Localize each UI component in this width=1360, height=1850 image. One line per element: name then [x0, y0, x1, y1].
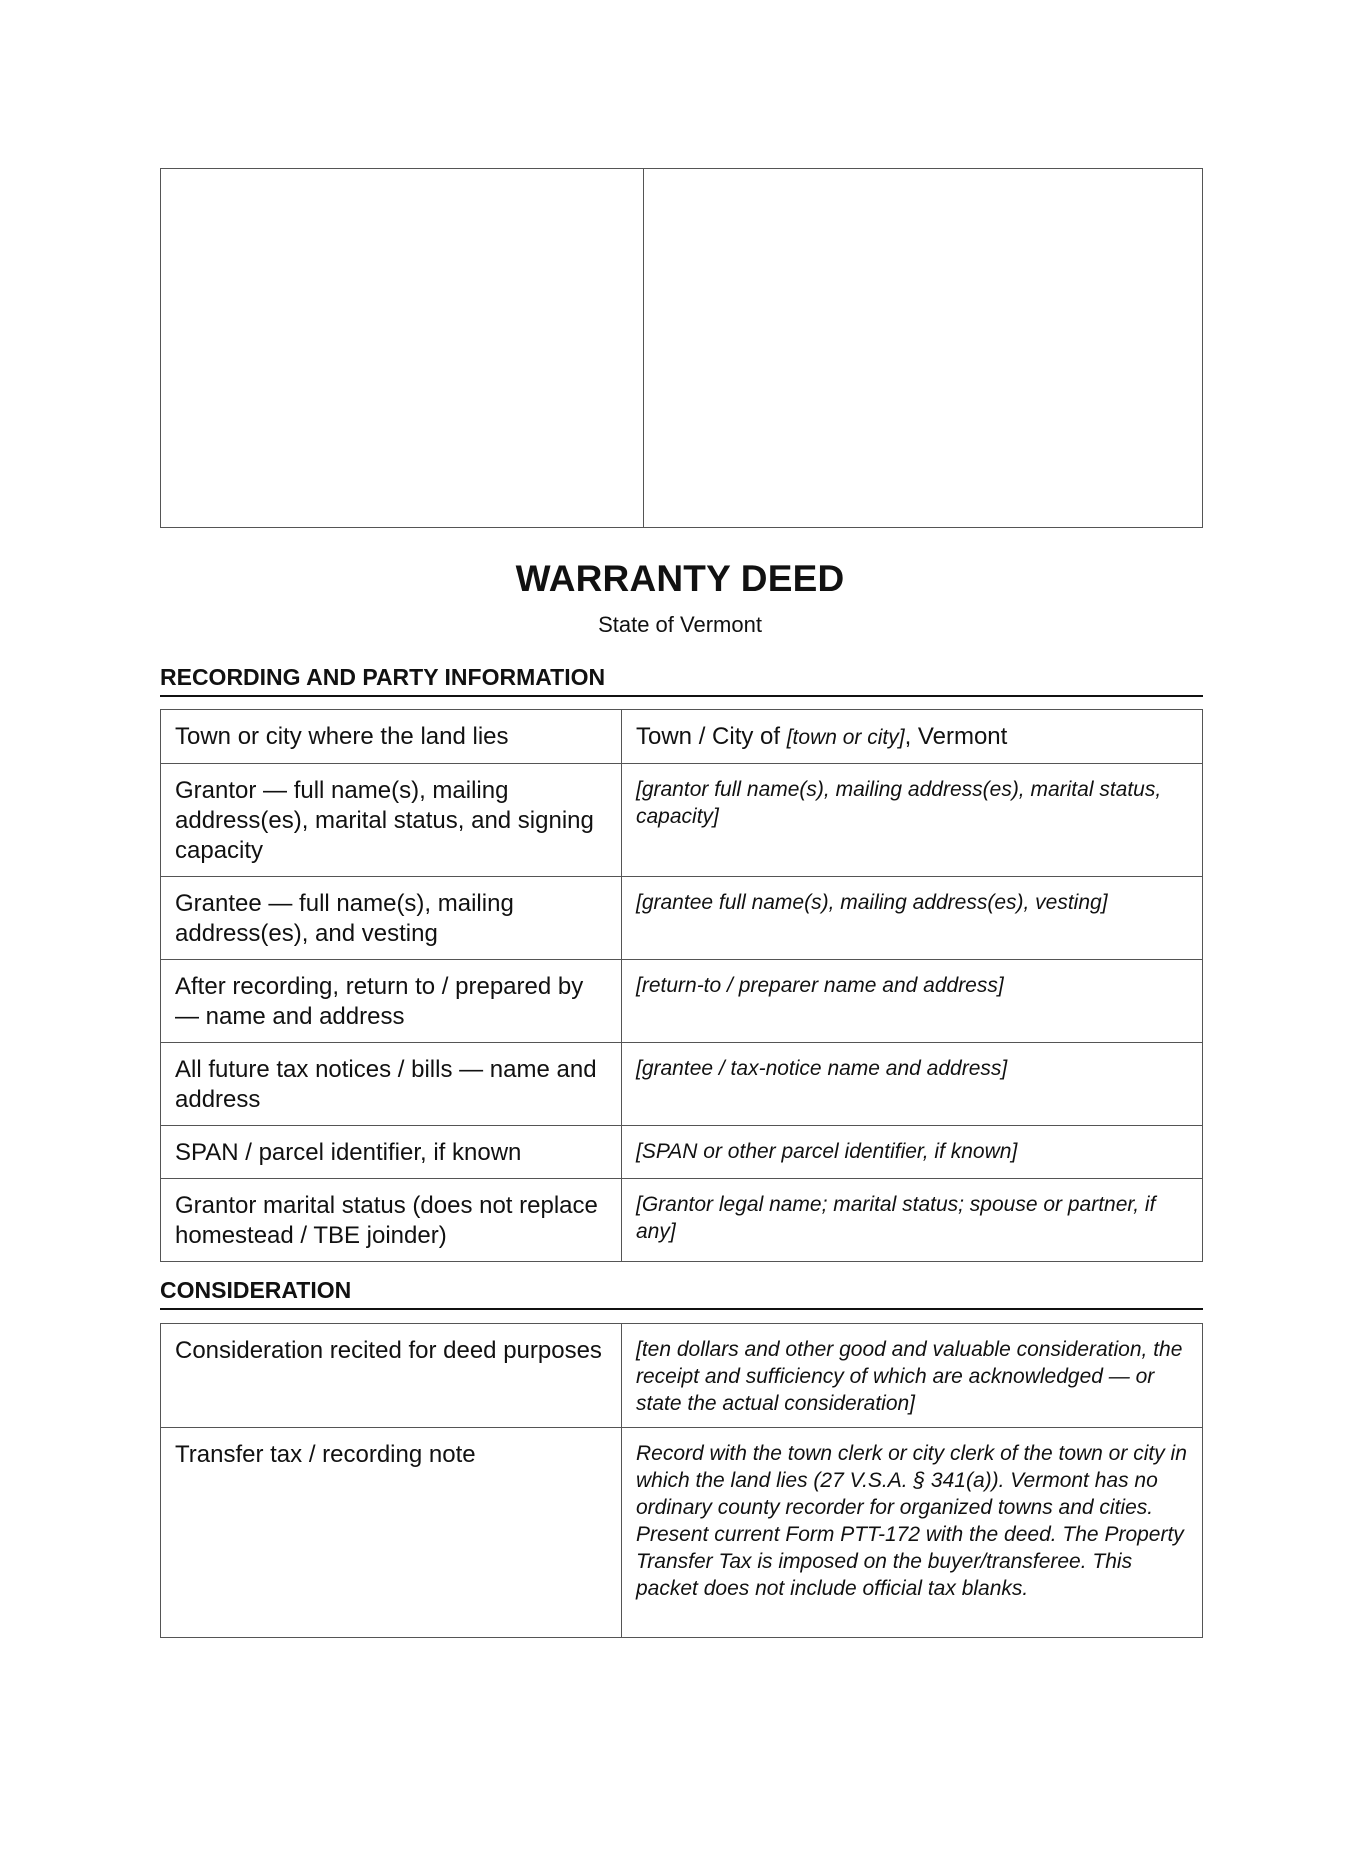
recording-stamp-area: [160, 168, 1203, 528]
table-row: [161, 1428, 1203, 1638]
row-label: Grantor — full name(s), mailing address(es), marital status, and signing capacity: [161, 764, 622, 877]
row-label: Grantor marital status (does not replace homestead / TBE joinder): [161, 1179, 622, 1262]
consideration-table: [160, 1323, 1203, 1638]
row-value: [SPAN or other parcel identifier, if known]: [622, 1126, 1203, 1179]
row-label: After recording, return to / prepared by — name and address: [161, 960, 622, 1043]
row-label: Transfer tax / recording note: [161, 1428, 622, 1638]
town-placeholder: [town or city]: [786, 726, 905, 749]
recording-stamp-right-cell: [644, 169, 1202, 527]
table-row: [161, 1126, 1203, 1179]
row-value: [return-to / preparer name and address]: [622, 960, 1203, 1043]
row-label: All future tax notices / bills — name and address: [161, 1043, 622, 1126]
row-value: [ten dollars and other good and valuable consideration, the receipt and sufficiency of which are acknowledged — or state the actual consideration]: [622, 1324, 1203, 1428]
row-value: [622, 710, 1203, 764]
table-row: [161, 877, 1203, 960]
table-row: [161, 960, 1203, 1043]
section-heading-recording: RECORDING AND PARTY INFORMATION: [160, 664, 1203, 697]
table-row: [161, 1324, 1203, 1428]
recording-party-table: [160, 709, 1203, 1262]
row-label: SPAN / parcel identifier, if known: [161, 1126, 622, 1179]
document-subtitle: State of Vermont: [598, 612, 762, 637]
row-label: Grantee — full name(s), mailing address(es), and vesting: [161, 877, 622, 960]
row-value: [Grantor legal name; marital status; spouse or partner, if any]: [622, 1179, 1203, 1262]
value-suffix: , Vermont: [904, 723, 1008, 750]
row-label: Town or city where the land lies: [161, 710, 622, 764]
section-heading-consideration: CONSIDERATION: [160, 1277, 1203, 1310]
row-value: [grantee full name(s), mailing address(es), vesting]: [622, 877, 1203, 960]
recording-stamp-left-cell: [161, 169, 644, 527]
row-value: [grantee / tax-notice name and address]: [622, 1043, 1203, 1126]
table-row: [161, 1043, 1203, 1126]
table-row: [161, 764, 1203, 877]
row-value: [grantor full name(s), mailing address(es), marital status, capacity]: [622, 764, 1203, 877]
table-row: [161, 1179, 1203, 1262]
row-value: Record with the town clerk or city clerk of the town or city in which the land lies (27 V.S.A. § 341(a)). Vermont has no ordinary county recorder for organized towns and cities. Present current Form PTT-172 with the deed. The Property Transfer Tax is imposed on the buyer/transferee. This packet does not include official tax blanks.: [622, 1428, 1203, 1638]
document-title: WARRANTY DEED: [515, 558, 845, 599]
row-label: Consideration recited for deed purposes: [161, 1324, 622, 1428]
table-row: [161, 710, 1203, 764]
value-prefix: Town / City of: [636, 723, 787, 750]
